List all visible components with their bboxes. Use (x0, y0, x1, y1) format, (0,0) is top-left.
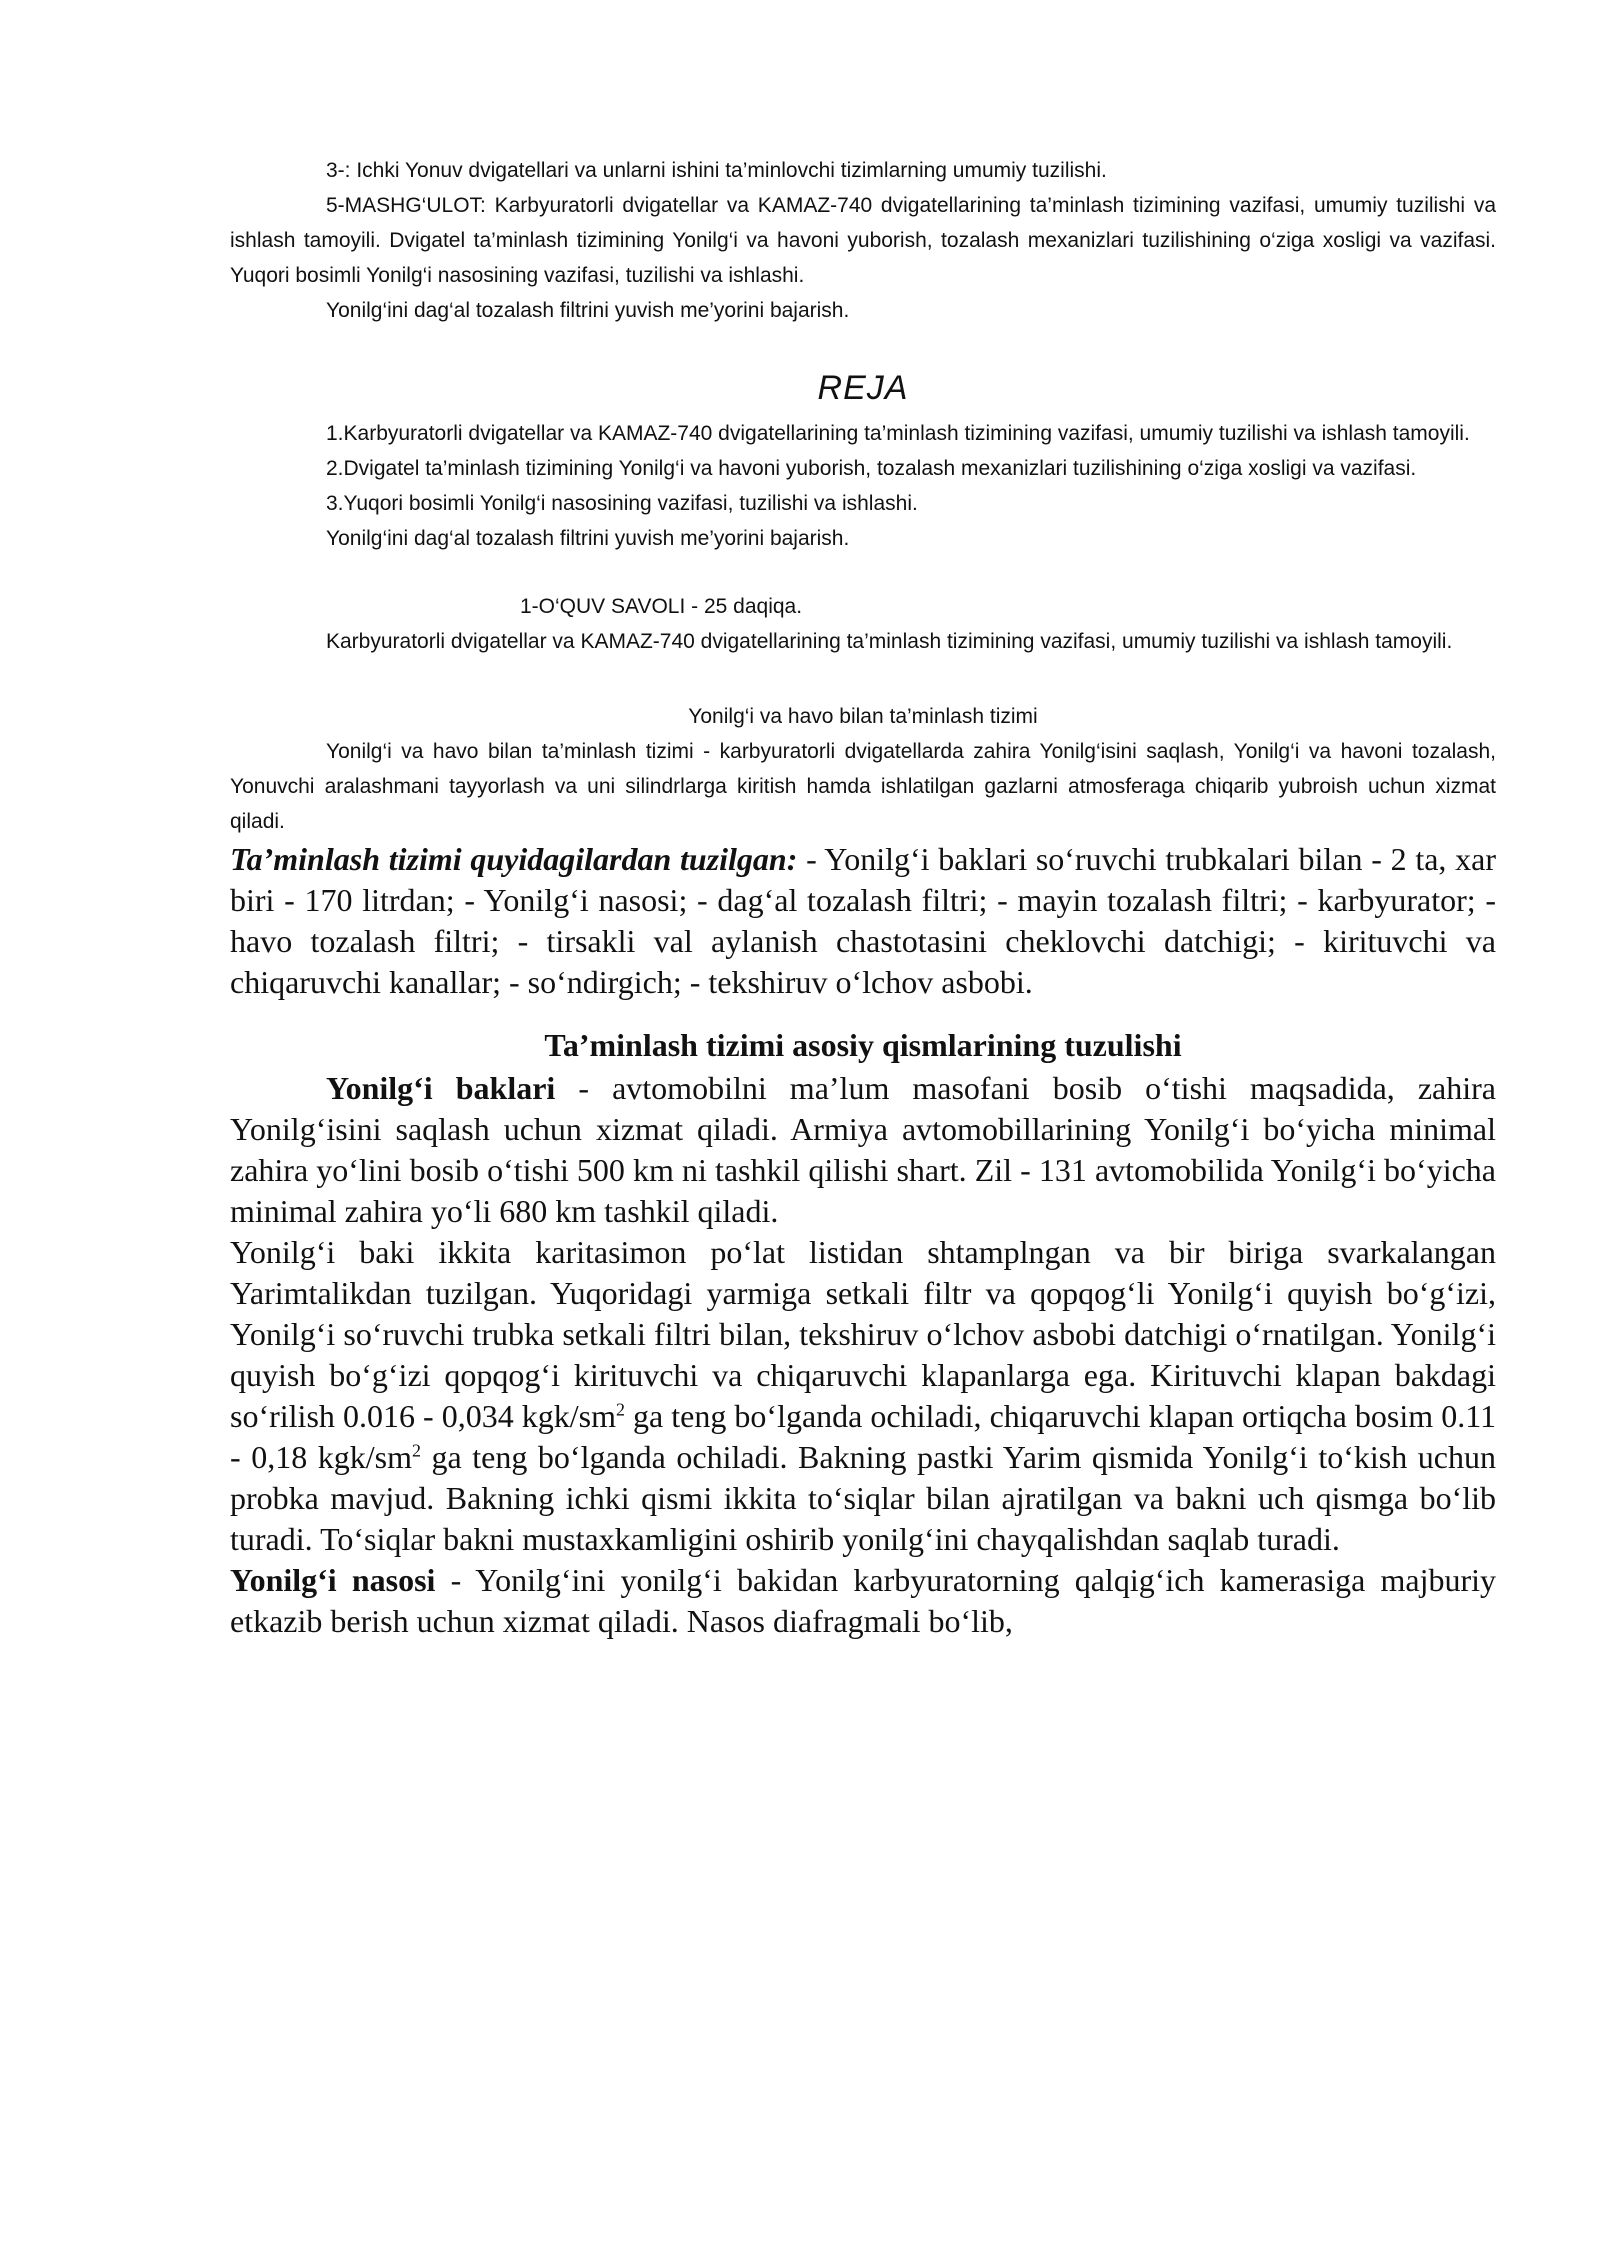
plan-item-1: 1.Karbyuratorli dvigatellar va KAMAZ-740 dvigatellarining ta’minlash tizimining vazifasi, umumiy tuzilishi va ishlash tamoyili. (326, 422, 1470, 445)
structure-section (230, 1068, 1496, 1642)
tank-body-text-3: ga teng bo‘lganda ochiladi. Bakning pastki Yarim qismida Yonilg‘i to‘kish uchun probka mavjud. Bakning ichki qismi ikkita to‘siqlar bilan ajratilgan va bakni uch qismga bo‘lib turadi. To‘siqlar bakni mustaxkamligini oshirib yonilg‘ini chayqalishdan saqlab turadi. (230, 1439, 1497, 1557)
plan-item-2: 2.Dvigatel ta’minlash tizimining Yonilg‘i va havoni yuborish, tozalash mexanizlari tuzilishining o‘ziga xosligi va vazifasi. (326, 457, 1417, 480)
tank-body-text-1: Yonilg‘i baki ikkita karitasimon po‘lat listidan shtamplngan va bir biriga svarkalangan Yarimtalikdan tuzilgan. Yuqoridagi yarmiga setkali filtr va qopqog‘li Yonilg‘i quyish bo‘g‘izi, Yonilg‘i so‘ruvchi trubka setkali filtri bilan, tekshiruv o‘lchov asbobi datchigi o‘rnatilgan. Yonilg‘i quyish bo‘g‘izi qopqog‘i kirituvchi va chiqaruvchi klapanlarga ega. Kirituvchi klapan bakdagi so‘rilish 0.016 - 0,034 kgk/sm (230, 1234, 1496, 1434)
intro-section (230, 153, 1496, 328)
composition-paragraph (230, 839, 1496, 1003)
practice-line: Yonilg‘ini dag‘al tozalash filtrini yuvish me’yorini bajarish. (326, 299, 850, 322)
structure-heading: Ta’minlash tizimi asosiy qismlarining tuzulishi (544, 1027, 1182, 1063)
composition-lead: Ta’minlash tizimi quyidagilardan tuzilgan: (230, 841, 798, 877)
pump-text: - Yonilg‘ini yonilg‘i bakidan karbyuratorning qalqig‘ich kamerasiga majburiy etkazib berish uchun xizmat qiladi. Nasos diafragmali bo‘lib, (230, 1562, 1497, 1639)
tanks-text: - avtomobilni ma’lum masofani bosib o‘tishi maqsadida, zahira Yonilg‘isini saqlash uchun xizmat qiladi. Armiya avtomobillarining Yonilg‘i bo‘yicha minimal zahira yo‘lini bosib o‘tishi 500 km ni tashkil qilishi shart. Zil - 131 avtomobilida Yonilg‘i bo‘yicha minimal zahira yo‘li 680 km tashkil qiladi. (230, 1070, 1497, 1229)
pump-lead: Yonilg‘i nasosi (230, 1562, 436, 1598)
study-question-title: 1-O‘QUV SAVOLI - 25 daqiqa. (520, 595, 803, 618)
tanks-lead: Yonilg‘i baklari (326, 1070, 556, 1106)
system-section (230, 699, 1496, 839)
system-heading: Yonilg‘i va havo bilan ta’minlash tizimi (688, 705, 1038, 728)
plan-list (230, 416, 1496, 556)
tank-body-text-2: ga teng bo‘lganda ochiladi, chiqaruvchi klapan ortiqcha bosim 0.11 - 0,18 kgk/sm (230, 1398, 1497, 1475)
study-question-section (230, 589, 1496, 659)
lesson-line: 5-MASHG‘ULOT: Karbyuratorli dvigatellar va KAMAZ-740 dvigatellarining ta’minlash tizimining vazifasi, umumiy tuzilishi va ishlash tamoyili. Dvigatel ta’minlash tizimining Yonilg‘i va havoni yuborish, tozalash mexanizlari tuzilishining o‘ziga xosligi va vazifasi. Yuqori bosimli Yonilg‘i nasosining vazifasi, tuzilishi va ishlashi. (230, 194, 1496, 287)
composition-text: - Yonilg‘i baklari so‘ruvchi trubkalari bilan - 2 ta, xar biri - 170 litrdan; - Yonilg‘i nasosi; - dag‘al tozalash filtri; - mayin tozalash filtri; - karbyurator; - havo tozalash filtri; - tirsakli val aylanish chastotasini cheklovchi datchigi; - kirituvchi va chiqaruvchi kanallar; - so‘ndirgich; - tekshiruv o‘lchov asbobi. (230, 841, 1497, 1000)
plan-item-3: 3.Yuqori bosimli Yonilg‘i nasosining vazifasi, tuzilishi va ishlashi. (326, 492, 918, 515)
superscript-2b: 2 (411, 1440, 421, 1461)
plan-title: REJA (817, 369, 909, 407)
superscript-2a: 2 (615, 1399, 625, 1420)
page-content (230, 153, 1496, 1642)
topic-line: 3-: Ichki Yonuv dvigatellari va unlarni ishini ta’minlovchi tizimlarning umumiy tuzilishi. (326, 159, 1107, 182)
plan-item-4: Yonilg‘ini dag‘al tozalash filtrini yuvish me’yorini bajarish. (326, 527, 850, 550)
pump-paragraph (230, 1560, 1496, 1642)
tank-body-paragraph (230, 1232, 1496, 1560)
study-question-text: Karbyuratorli dvigatellar va KAMAZ-740 dvigatellarining ta’minlash tizimining vazifasi, umumiy tuzilishi va ishlash tamoyili. (326, 630, 1453, 653)
composition-section (230, 839, 1496, 1003)
system-description: Yonilg‘i va havo bilan ta’minlash tizimi - karbyuratorli dvigatellarda zahira Yonilg‘isini saqlash, Yonilg‘i va havoni tozalash, Yonuvchi aralashmani tayyorlash va uni silindrlarga kiritish hamda ishlatilgan gazlarni atmosferaga chiqarib yubroish uchun xizmat qiladi. (230, 740, 1496, 833)
tanks-paragraph (230, 1068, 1496, 1232)
